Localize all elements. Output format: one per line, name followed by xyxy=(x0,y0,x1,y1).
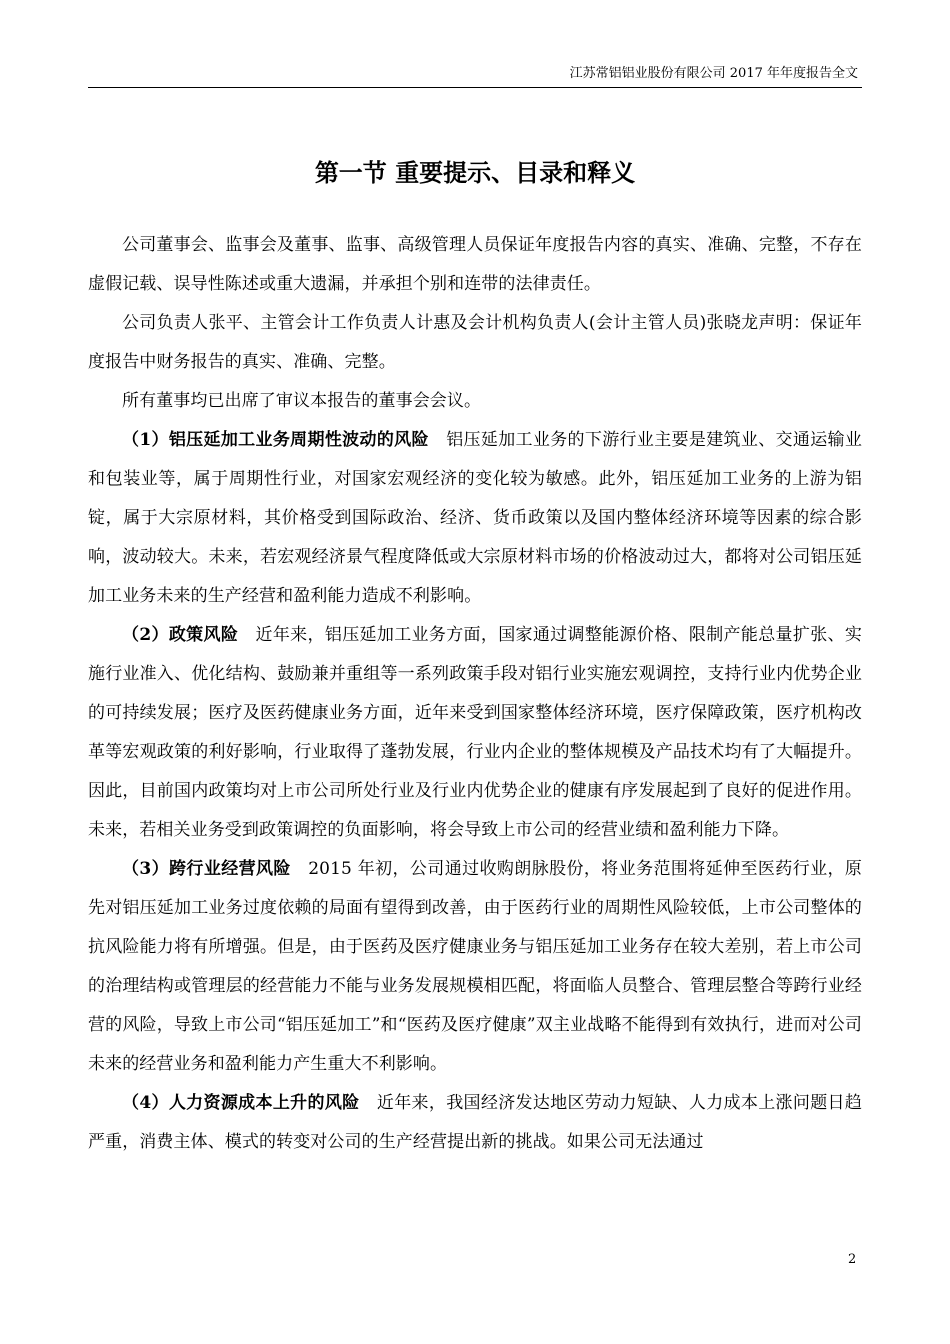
risk-2-heading: （2）政策风险 xyxy=(122,625,239,645)
header-rule xyxy=(88,87,862,88)
paragraph-statement: 公司负责人张平、主管会计工作负责人计惠及会计机构负责人(会计主管人员)张晓龙声明：保证年度报告中财务报告的真实、准确、完整。 xyxy=(88,313,862,372)
section-title: 第一节 重要提示、目录和释义 xyxy=(314,159,636,187)
paragraph-risk-3 xyxy=(88,850,862,1084)
paragraph-risk-4 xyxy=(88,1084,862,1162)
paragraph-attendance: 所有董事均已出席了审议本报告的董事会会议。 xyxy=(122,391,482,411)
risk-3-text: 2015 年初，公司通过收购朗脉股份，将业务范围将延伸至医药行业，原先对铝压延加工业务过度依赖的局面有望得到改善，由于医药行业的周期性风险较低，上市公司整体的抗风险能力将有所增强。但是，由于医药及医疗健康业务与铝压延加工业务存在较大差别，若上市公司的治理结构或管理层的经营能力不能与业务发展规模相匹配，将面临人员整合、管理层整合等跨行业经营的风险，导致上市公司“铝压延加工”和“医药及医疗健康”双主业战略不能得到有效执行，进而对公司未来的经营业务和盈利能力产生重大不利影响。 xyxy=(88,859,862,1074)
paragraph-risk-2 xyxy=(88,616,862,850)
body-text xyxy=(88,226,862,1162)
risk-1-text: 铝压延加工业务的下游行业主要是建筑业、交通运输业和包装业等，属于周期性行业，对国家宏观经济的变化较为敏感。此外，铝压延加工业务的上游为铝锭，属于大宗原材料，其价格受到国际政治、经济、货币政策以及国内整体经济环境等因素的综合影响，波动较大。未来，若宏观经济景气程度降低或大宗原材料市场的价格波动过大，都将对公司铝压延加工业务未来的生产经营和盈利能力造成不利影响。 xyxy=(88,430,862,606)
risk-4-text: 近年来，我国经济发达地区劳动力短缺、人力成本上涨问题日趋严重，消费主体、模式的转变对公司的生产经营提出新的挑战。如果公司无法通过 xyxy=(88,1093,862,1152)
risk-1-heading: （1）铝压延加工业务周期性波动的风险 xyxy=(122,430,429,450)
paragraph-guarantee: 公司董事会、监事会及董事、监事、高级管理人员保证年度报告内容的真实、准确、完整，不存在虚假记载、误导性陈述或重大遗漏，并承担个别和连带的法律责任。 xyxy=(88,235,862,294)
page-number: 2 xyxy=(848,1252,857,1267)
paragraph-risk-1 xyxy=(88,421,862,616)
risk-3-heading: （3）跨行业经营风险 xyxy=(122,859,291,879)
running-header: 江苏常铝铝业股份有限公司 2017 年年度报告全文 xyxy=(569,66,858,81)
risk-4-heading: （4）人力资源成本上升的风险 xyxy=(122,1093,360,1113)
risk-2-text: 近年来，铝压延加工业务方面，国家通过调整能源价格、限制产能总量扩张、实施行业准入、优化结构、鼓励兼并重组等一系列政策手段对铝行业实施宏观调控，支持行业内优势企业的可持续发展；医疗及医药健康业务方面，近年来受到国家整体经济环境，医疗保障政策，医疗机构改革等宏观政策的利好影响，行业取得了蓬勃发展，行业内企业的整体规模及产品技术均有了大幅提升。因此，目前国内政策均对上市公司所处行业及行业内优势企业的健康有序发展起到了良好的促进作用。未来，若相关业务受到政策调控的负面影响，将会导致上市公司的经营业绩和盈利能力下降。 xyxy=(88,625,862,840)
